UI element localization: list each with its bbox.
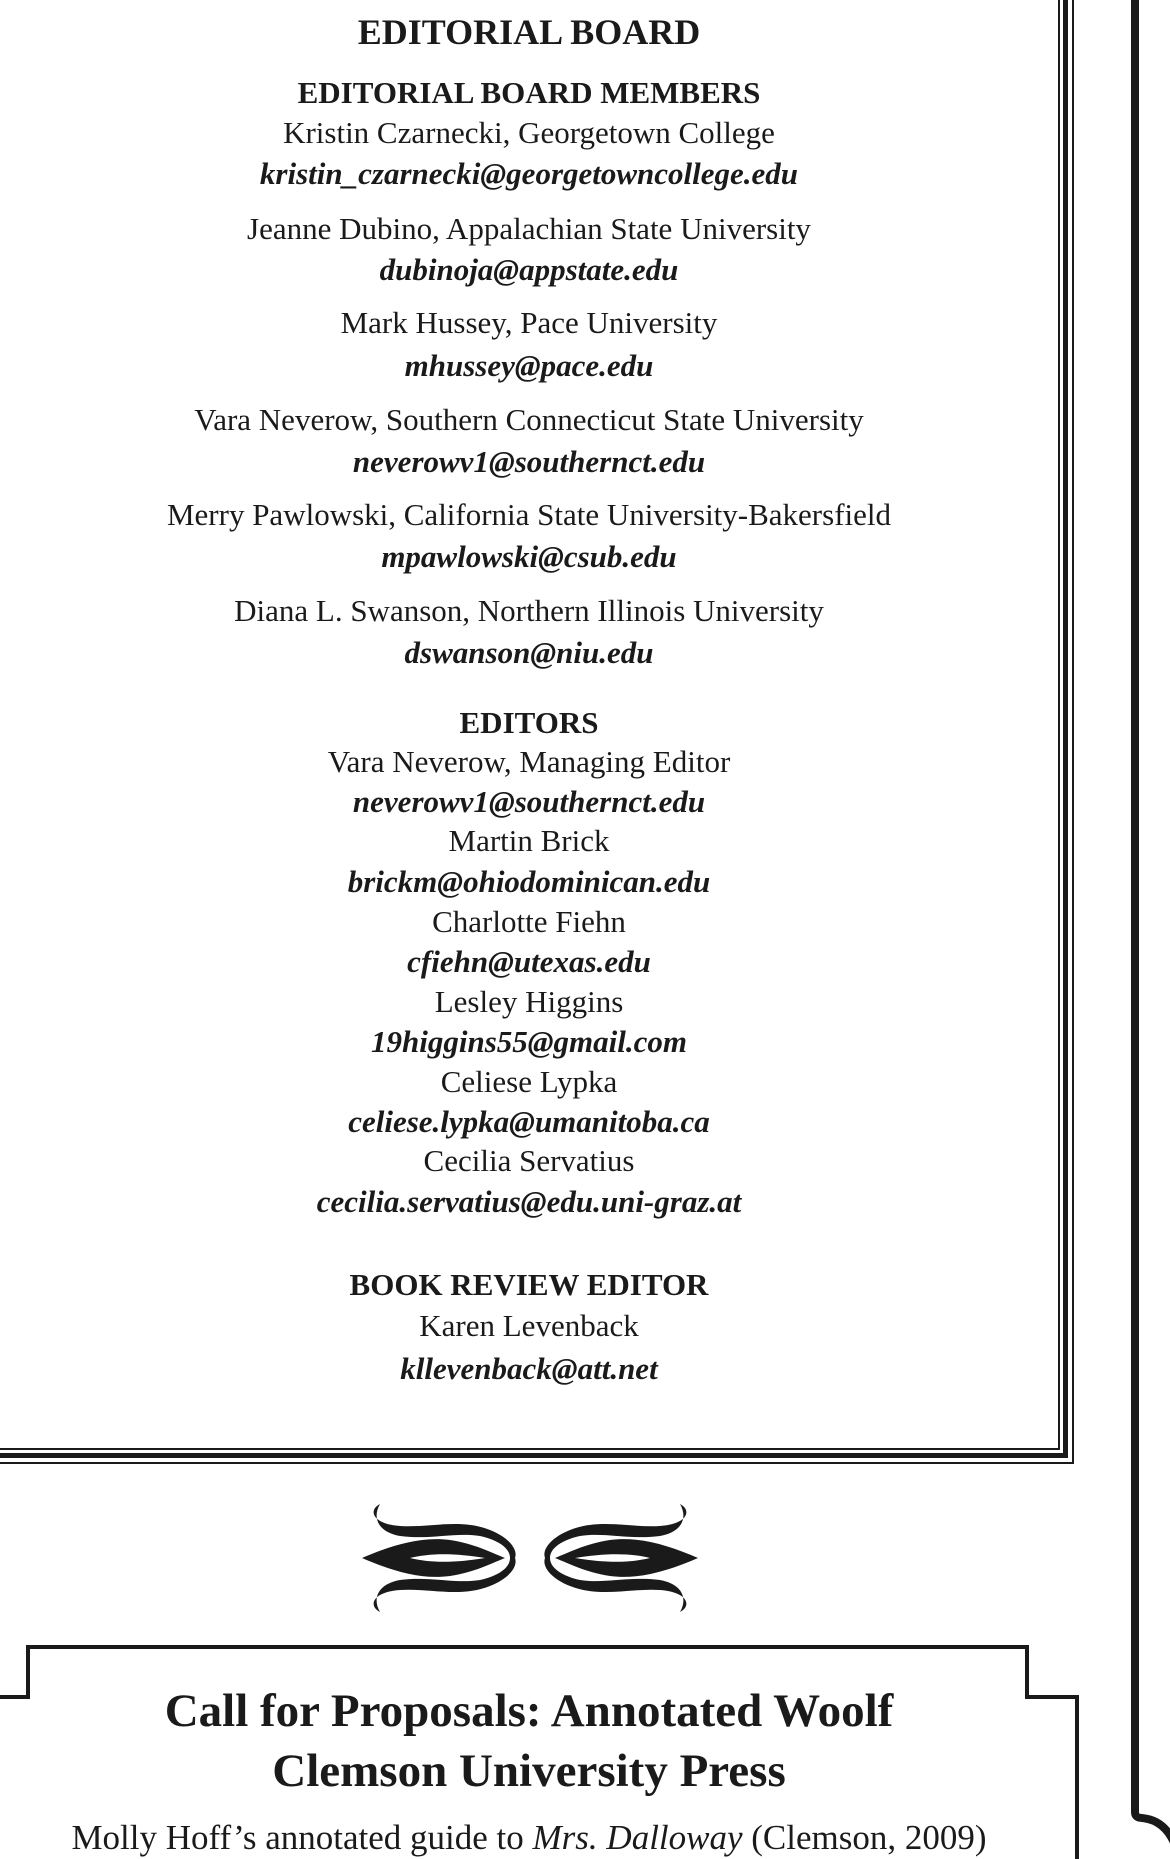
call-body-text: Molly Hoff’s annotated guide to bbox=[71, 1818, 533, 1857]
editor-email[interactable]: cfiehn@utexas.edu bbox=[407, 944, 651, 979]
member-name: Mark Hussey, Pace University bbox=[340, 305, 718, 340]
editor-name: Vara Neverow, Managing Editor bbox=[327, 744, 731, 779]
editor-name: Celiese Lypka bbox=[440, 1064, 618, 1099]
call-body-text: (Clemson, 2009) bbox=[742, 1818, 987, 1857]
call-subtitle: Clemson University Press bbox=[272, 1745, 786, 1797]
call-body bbox=[0, 1820, 1058, 1855]
fleuron-icon bbox=[360, 1496, 700, 1620]
member-name: Vara Neverow, Southern Connecticut State University bbox=[194, 402, 864, 437]
editor-email[interactable]: neverowv1@southernct.edu bbox=[352, 784, 706, 819]
editor-email[interactable]: cecilia.servatius@edu.uni-graz.at bbox=[316, 1184, 742, 1219]
editor-name: Lesley Higgins bbox=[434, 984, 624, 1019]
call-title: Call for Proposals: Annotated Woolf bbox=[164, 1685, 894, 1737]
book-review-editor-name: Karen Levenback bbox=[419, 1308, 639, 1343]
editor-name: Charlotte Fiehn bbox=[432, 904, 626, 939]
member-name: Kristin Czarnecki, Georgetown College bbox=[283, 115, 775, 150]
member-email[interactable]: mpawlowski@csub.edu bbox=[381, 539, 677, 574]
page-edge-rule bbox=[1120, 0, 1170, 1859]
member-name: Diana L. Swanson, Northern Illinois University bbox=[234, 593, 824, 628]
book-review-heading: BOOK REVIEW EDITOR bbox=[349, 1267, 709, 1302]
member-name: Merry Pawlowski, California State University-Bakersfield bbox=[166, 497, 892, 532]
editors-heading: EDITORS bbox=[459, 705, 599, 740]
editor-email[interactable]: 19higgins55@gmail.com bbox=[370, 1024, 688, 1059]
member-email[interactable]: dswanson@niu.edu bbox=[404, 635, 654, 670]
editor-email[interactable]: brickm@ohiodominican.edu bbox=[347, 864, 711, 899]
editor-name: Martin Brick bbox=[448, 823, 610, 858]
members-heading: EDITORIAL BOARD MEMBERS bbox=[297, 75, 761, 110]
book-review-editor-email[interactable]: kllevenback@att.net bbox=[400, 1351, 658, 1386]
member-email[interactable]: mhussey@pace.edu bbox=[404, 348, 654, 383]
editor-email[interactable]: celiese.lypka@umanitoba.ca bbox=[348, 1104, 710, 1139]
member-email[interactable]: neverowv1@southernct.edu bbox=[352, 444, 706, 479]
book-title: Mrs. Dalloway bbox=[532, 1818, 743, 1857]
member-name: Jeanne Dubino, Appalachian State University bbox=[247, 211, 811, 246]
member-email[interactable]: kristin_czarnecki@georgetowncollege.edu bbox=[259, 156, 799, 191]
editor-name: Cecilia Servatius bbox=[423, 1143, 635, 1178]
member-email[interactable]: dubinoja@appstate.edu bbox=[379, 252, 679, 287]
page-title: EDITORIAL BOARD bbox=[357, 12, 701, 52]
